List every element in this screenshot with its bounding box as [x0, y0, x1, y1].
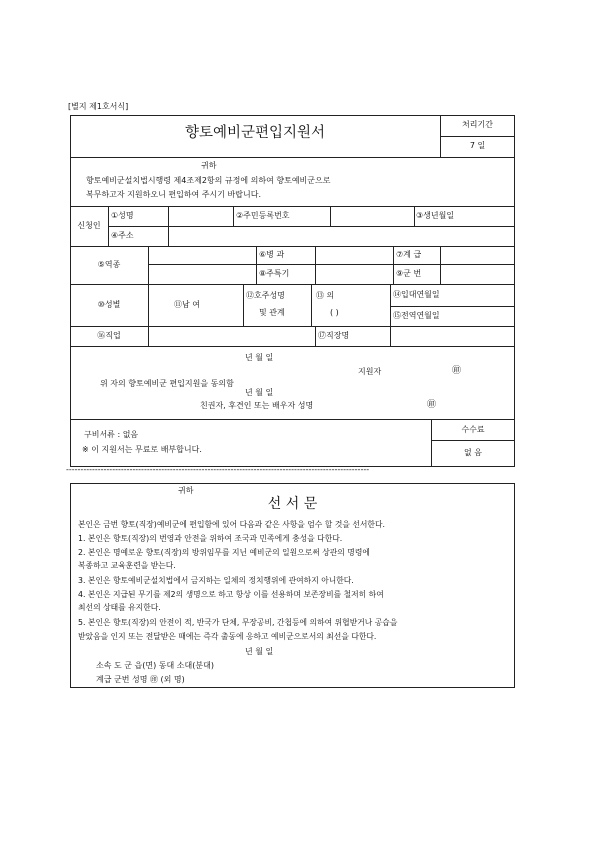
service-type-label: ⑤역종 — [97, 260, 121, 269]
rank-label: ⑦계 급 — [396, 250, 422, 259]
branch-label: ⑥병 과 — [259, 250, 285, 259]
oath-unit-line: 소속 도 군 읍(면) 동대 소대(분대) — [96, 661, 214, 670]
oath-intro: 본인은 금번 향토(직장)예비군에 편입함에 있어 다음과 같은 사항을 엄수 할 것을 선서한다. — [78, 520, 385, 529]
oath-item: 최선의 상태를 유지한다. — [78, 603, 161, 612]
enlistment-date-label: ⑭입대연월일 — [393, 290, 440, 299]
processing-period-value: 7 일 — [469, 141, 486, 150]
oath-item: 3. 본인은 향토예비군설치법에서 금지하는 일체의 정치행위에 관여하지 아니한다. — [78, 576, 354, 585]
guardian-relation-paren: ( ) — [330, 308, 339, 317]
fee-value: 없 음 — [464, 448, 482, 457]
dob-label: ③생년월일 — [416, 211, 455, 220]
oath-item: 5. 본인은 향토(직장)의 안전이 적, 반국가 단체, 무장공비, 간첩등에 의하여 위협받거나 공습을 — [78, 618, 398, 627]
consent-text: 위 자의 향토예비군 편입지원을 동의함 — [100, 379, 234, 388]
oath-item: 2. 본인은 명예로운 향토(직장)의 방위임무를 지닌 예비군의 일원으로써 상관의 명령에 — [78, 548, 370, 557]
guardian-name-label: ⑫호주성명 — [246, 291, 285, 300]
fee-label: 수수료 — [461, 425, 485, 434]
cut-line: --------------------------------------------------------------------------------------------------------- — [66, 466, 370, 474]
form-title: 향토예비군편입지원서 — [184, 125, 326, 141]
intro-line-1: 향토예비군설치법시행령 제4조제2항의 규정에 의하여 향토예비군으로 — [86, 176, 331, 185]
oath-signature-line: 계급 군번 성명 ㊞ (외 명) — [96, 675, 185, 684]
sex-value: ⑪남 여 — [174, 300, 200, 309]
applicant-label: 신청인 — [77, 221, 101, 230]
oath-addressee: 귀하 — [178, 486, 194, 495]
occupation-label: ⑯직업 — [97, 331, 121, 340]
oath-item: 1. 본인은 향토(직장)의 번영과 안전을 위하여 조국과 민족에게 충성을 다한다. — [78, 534, 343, 543]
form-addressee: 귀하 — [201, 161, 217, 170]
address-label: ④주소 — [111, 231, 134, 240]
seal-mark: ㊞ — [452, 366, 462, 376]
oath-item: 복종하고 교육훈련을 받는다. — [78, 561, 176, 570]
name-label: ①성명 — [111, 211, 134, 220]
form-number: [별지 제1호서식] — [68, 102, 129, 111]
oath-date: 년 월 일 — [245, 647, 274, 656]
guardian-relation-label: 및 관계 — [259, 308, 285, 317]
sex-label: ⑩성별 — [97, 300, 121, 309]
service-number-label: ⑨군 번 — [396, 269, 422, 278]
oath-item: 받았음을 인지 또는 전달받은 때에는 즉각 출동에 응하고 예비군으로서의 최선을 다한다. — [78, 632, 377, 641]
seal-mark: ㊞ — [427, 400, 437, 410]
workplace-label: ⑰직장명 — [318, 331, 350, 340]
processing-period-label: 처리기간 — [462, 120, 493, 129]
applicant-signature-label: 지원자 — [358, 367, 382, 376]
consent-date: 년 월 일 — [245, 388, 274, 397]
required-documents: 구비서류 : 없음 — [84, 430, 139, 439]
guardian-signature-label: 친권자, 후견인 또는 배우자 성명 — [200, 401, 314, 410]
rrn-label: ②주민등록번호 — [236, 211, 290, 220]
guardian-of-label: ⑬ 의 — [316, 291, 335, 300]
oath-item: 4. 본인은 지급된 무기를 제2의 생명으로 하고 항상 이를 선용하며 보존장비를 철저히 하여 — [78, 590, 384, 599]
oath-title: 선 서 문 — [267, 496, 318, 512]
free-distribution-note: ※ 이 지원서는 무료로 배부합니다. — [82, 445, 202, 454]
application-date: 년 월 일 — [245, 353, 274, 362]
specialty-label: ⑧주특기 — [259, 269, 290, 278]
discharge-date-label: ⑮전역연월일 — [393, 311, 440, 320]
intro-line-2: 복무하고자 지원하오니 편입하여 주시기 바랍니다. — [86, 190, 262, 199]
